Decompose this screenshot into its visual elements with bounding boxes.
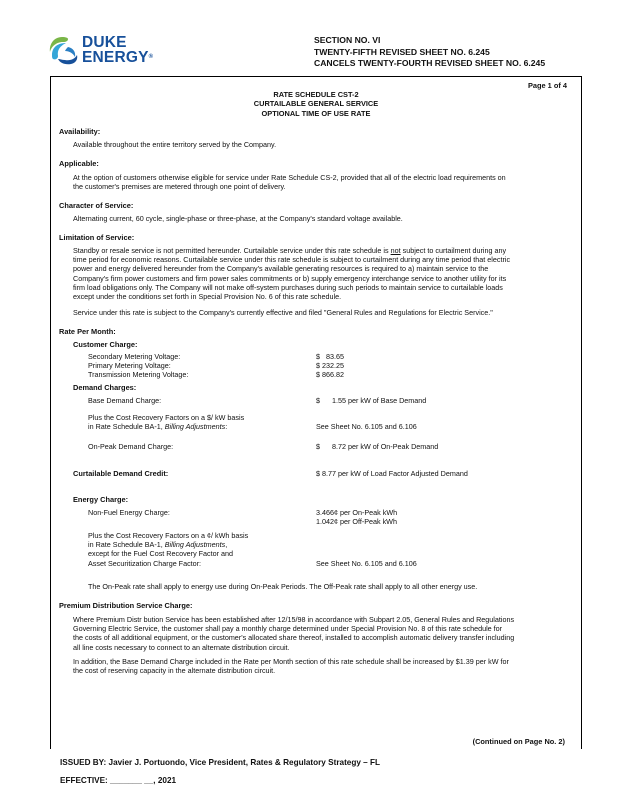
applicable-line-2: the customer's premises are metered through one point of delivery. xyxy=(73,182,286,192)
applicable-text xyxy=(73,173,506,191)
duke-energy-logo xyxy=(46,33,156,73)
limitation-line-5: firm load obligations only. The Company will not make off-system purchases during such periods to maintain service to curtailable loads xyxy=(73,282,503,292)
non-fuel-on-peak: 3.466¢ per On-Peak kWh xyxy=(316,508,398,517)
energy-charge-heading: Energy Charge: xyxy=(73,495,129,504)
curtailable-credit-label: Curtailable Demand Credit: xyxy=(73,469,169,478)
limitation-line-1a: Standby or resale service is not permitted hereunder. Curtailable service under this rate schedule is xyxy=(73,246,391,255)
logo-line-1: DUKE xyxy=(82,34,127,51)
transmission-value: $ 866.82 xyxy=(316,370,344,379)
cost-recovery-kwh-line-2a: in Rate Schedule BA-1, xyxy=(88,540,165,550)
curtailable-credit-value: $ 8.77 per kW of Load Factor Adjusted Demand xyxy=(316,469,468,478)
registered-mark: ® xyxy=(148,54,154,60)
limitation-heading: Limitation of Service: xyxy=(59,233,135,242)
on-peak-demand-label: On-Peak Demand Charge: xyxy=(88,442,174,451)
on-peak-demand-value: $ 8.72 per kW of On-Peak Demand xyxy=(316,442,439,451)
limitation-line-6: except under the conditions set forth in Special Provision No. 6 of this rate schedule. xyxy=(73,292,342,302)
continued-note: (Continued on Page No. 2) xyxy=(472,737,565,746)
base-demand-label: Base Demand Charge: xyxy=(88,396,162,405)
billing-adjustments-ref: Billing Adjustments xyxy=(164,422,226,432)
premium-line-4: all line costs necessary to connect to an alternate distribution circuit. xyxy=(73,642,290,652)
non-fuel-label: Non-Fuel Energy Charge: xyxy=(88,508,170,517)
cost-recovery-kw-value: See Sheet No. 6.105 and 6.106 xyxy=(316,422,417,431)
customer-charge-heading: Customer Charge: xyxy=(73,340,138,349)
limitation-line-2: time period for economic reasons. Curtailable service under this rate schedule is subject to curtailment during any time period that electric xyxy=(73,255,511,265)
availability-text: Available throughout the entire territory served by the Company. xyxy=(73,140,277,149)
rate-schedule-title xyxy=(51,90,581,118)
non-fuel-off-peak: 1.042¢ per Off-Peak kWh xyxy=(316,517,397,527)
secondary-label: Secondary Metering Voltage: xyxy=(88,352,181,361)
periods-note: The On-Peak rate shall apply to energy use during On-Peak Periods. The Off-Peak rate shall apply to all other energy use. xyxy=(88,582,478,591)
character-heading: Character of Service: xyxy=(59,201,134,210)
premium-heading: Premium Distribution Service Charge: xyxy=(59,601,193,610)
limitation-line-1c: subject to curtailment during any xyxy=(400,246,507,255)
non-fuel-values xyxy=(316,508,397,526)
premium-line-5: In addition, the Base Demand Charge included in the Rate per Month section of this rate schedule shall be increased by $1.39 per kW for xyxy=(73,657,509,666)
cancels-sheet: CANCELS TWENTY-FOURTH REVISED SHEET NO. 6.245 xyxy=(314,58,546,68)
title-line-1: RATE SCHEDULE CST-2 xyxy=(273,90,359,99)
section-number: SECTION NO. VI xyxy=(314,35,381,45)
base-demand-value: $ 1.55 per kW of Base Demand xyxy=(316,396,427,405)
cost-recovery-kw xyxy=(88,413,244,431)
primary-value: $ 232.25 xyxy=(316,361,344,370)
cost-recovery-kwh-line-2c: , xyxy=(225,540,228,550)
revised-sheet: TWENTY-FIFTH REVISED SHEET NO. 6.245 xyxy=(314,46,490,57)
primary-label: Primary Metering Voltage: xyxy=(88,361,171,370)
title-line-2: CURTAILABLE GENERAL SERVICE xyxy=(253,99,379,109)
applicable-heading: Applicable: xyxy=(59,159,99,168)
availability-heading: Availability: xyxy=(59,127,101,136)
premium-line-3: the costs of all additional equipment, or the customer's allocated share thereof, installed to accomplish automatic delivery transfer including xyxy=(73,633,515,643)
demand-charges-heading: Demand Charges: xyxy=(73,383,137,392)
limitation-not-emphasis: not xyxy=(390,246,401,255)
page-number: Page 1 of 4 xyxy=(527,81,567,90)
duke-energy-swirl-icon xyxy=(46,33,80,71)
transmission-label: Transmission Metering Voltage: xyxy=(88,370,189,379)
character-text: Alternating current, 60 cycle, single-phase or three-phase, at the Company's standard voltage available. xyxy=(73,214,403,223)
cost-recovery-kwh-line-1: Plus the Cost Recovery Factors on a ¢/ kWh basis xyxy=(88,531,249,540)
limitation-rules-line: Service under this rate is subject to the Company's currently effective and filed "General Rules and Regulations for Electric Service." xyxy=(73,308,493,317)
issued-by: ISSUED BY: Javier J. Portuondo, Vice President, Rates & Regulatory Strategy – FL xyxy=(60,758,381,767)
premium-line-2: Governing Electric Service, the customer shall pay a monthly charge determined under Special Provision No. 8 of this rate schedule for xyxy=(73,624,503,634)
premium-line-1: Where Premium Distr bution Service has been established after 12/15/98 in accordance with Subpart 2.05, General Rules and Regulations xyxy=(73,615,515,624)
sheet-header xyxy=(314,35,545,70)
cost-recovery-kw-line-2c: : xyxy=(225,422,228,432)
logo-wordmark xyxy=(82,35,153,65)
logo-line-2 xyxy=(82,50,153,65)
limitation-text xyxy=(73,246,510,301)
cost-recovery-kwh-line-2 xyxy=(88,540,248,549)
billing-adjustments-ref-2: Billing Adjustments xyxy=(164,540,226,550)
limitation-line-1 xyxy=(73,246,510,255)
title-line-3: OPTIONAL TIME OF USE RATE xyxy=(261,108,371,118)
premium-line-6: the cost of reserving capacity in the alternate distribution circuit. xyxy=(73,666,276,676)
rate-heading: Rate Per Month: xyxy=(59,327,116,336)
limitation-line-3: power and energy delivered hereunder from the Company's available generating resources is required to a) maintain service to the xyxy=(73,264,489,274)
premium-addition xyxy=(73,657,509,675)
cost-recovery-kwh-line-4: Asset Securitization Charge Factor: xyxy=(88,558,202,568)
cost-recovery-kw-line-2a: in Rate Schedule BA-1, xyxy=(88,422,165,432)
cost-recovery-kwh-value: See Sheet No. 6.105 and 6.106 xyxy=(316,559,417,568)
secondary-value: $ 83.65 xyxy=(316,352,344,361)
cost-recovery-kw-line-2 xyxy=(88,422,244,431)
cost-recovery-kw-line-1: Plus the Cost Recovery Factors on a $/ kW basis xyxy=(88,413,245,422)
effective-date: EFFECTIVE: _______ __, 2021 xyxy=(60,776,177,785)
limitation-line-4: Company's firm power customers and firm power sales commitments or b) supply emergency interchange service to another utility for its xyxy=(73,273,507,283)
cost-recovery-kwh xyxy=(88,531,248,568)
applicable-line-1: At the option of customers otherwise eligible for service under Rate Schedule CS-2, provided that all of the electric load requirements on xyxy=(73,173,506,182)
document-frame xyxy=(50,76,582,749)
premium-text xyxy=(73,615,514,652)
cost-recovery-kwh-line-3: except for the Fuel Cost Recovery Factor and xyxy=(88,549,234,559)
logo-line-2-text: ENERGY xyxy=(82,49,149,66)
